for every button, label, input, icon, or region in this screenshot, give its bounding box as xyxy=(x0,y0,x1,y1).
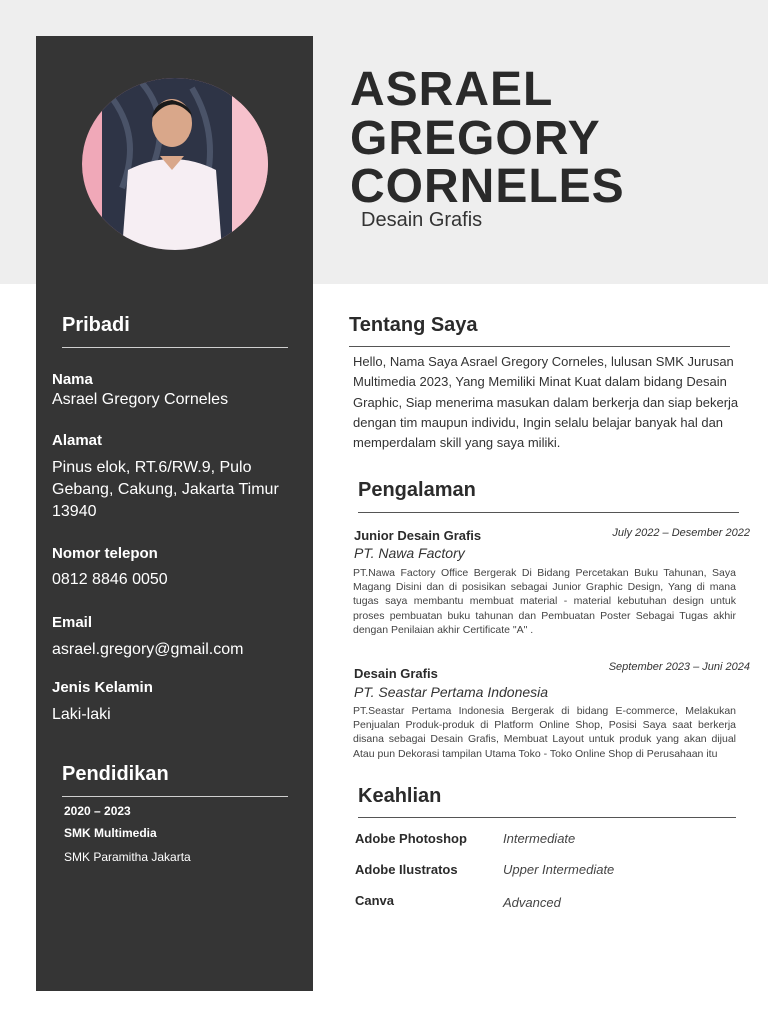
skill-level: Upper Intermediate xyxy=(503,862,615,877)
skill-name: Adobe Photoshop xyxy=(355,831,467,846)
skill-level: Advanced xyxy=(503,895,561,910)
email-value: asrael.gregory@gmail.com xyxy=(52,641,244,658)
skill-name: Canva xyxy=(355,893,395,908)
education-major: SMK Multimedia xyxy=(64,826,157,840)
job-company: PT. Seastar Pertama Indonesia xyxy=(354,684,549,700)
job-title: Junior Desain Grafis xyxy=(354,528,482,543)
address-value: Pinus elok, RT.6/RW.9, Pulo Gebang, Cakung, Jakarta Timur 13940 xyxy=(52,459,279,520)
pribadi-divider xyxy=(62,347,288,348)
job-title: Desain Grafis xyxy=(354,666,438,681)
name-line-1: ASRAEL xyxy=(350,63,554,116)
job-description: PT.Nawa Factory Office Bergerak Di Bidang Percetakan Buku Tahunan, Saya Magang Disini dan di posisikan sebagai Junior Graphic Design, Yang di mana tugas saya membantu membuat material - material kebutuhan design untuk proses pembuatan buku tahunan dan Pembuatan Poster Sebagai Tugas akhir dengan Penilaian akhir Certificate "A" . xyxy=(353,567,736,636)
gender-value: Laki-laki xyxy=(52,706,111,723)
job-company: PT. Nawa Factory xyxy=(354,545,465,561)
name-line-2: GREGORY xyxy=(350,112,601,165)
name-value: Asrael Gregory Corneles xyxy=(52,391,229,408)
skill-level: Intermediate xyxy=(503,831,576,846)
about-heading: Tentang Saya xyxy=(349,314,478,336)
job-description: PT.Seastar Pertama Indonesia Bergerak di bidang E-commerce, Melakukan Penjualan Produk-produk di Platform Online Shop, Posisi Saya saat berkerja disana sebagai Desain Grafis, Membuat Layout untuk produk yang akan dijual Atau pun Dekorasi tampilan Utama Toko - Toko Online Shop di Perusahaan itu xyxy=(353,705,736,760)
education-years: 2020 – 2023 xyxy=(64,804,131,818)
job-subtitle: Desain Grafis xyxy=(361,209,483,231)
about-divider xyxy=(349,346,730,347)
skills-divider xyxy=(358,817,736,818)
education-school: SMK Paramitha Jakarta xyxy=(64,850,191,864)
pendidikan-divider xyxy=(62,796,288,797)
job-date: September 2023 – Juni 2024 xyxy=(608,661,750,673)
about-text: Hello, Nama Saya Asrael Gregory Corneles, lulusan SMK Jurusan Multimedia 2023, Yang Memiliki Minat Kuat dalam bidang Desain Graphic, Siap menerima masukan dalam berkerja dan siap bekerja dengan tim maupun individu, Ingin selalu belajar banyak hal dan memperdalam skill yang saya miliki. xyxy=(353,354,739,451)
skill-name: Adobe Ilustratos xyxy=(355,862,458,877)
job-date: July 2022 – Desember 2022 xyxy=(612,527,750,539)
name-line-3: CORNELES xyxy=(350,160,625,213)
pendidikan-heading: Pendidikan xyxy=(62,763,169,785)
profile-photo xyxy=(82,78,268,250)
experience-divider xyxy=(358,512,739,513)
address-label: Alamat xyxy=(52,432,103,449)
name-label: Nama xyxy=(52,371,93,388)
experience-heading: Pengalaman xyxy=(358,479,476,501)
skills-heading: Keahlian xyxy=(358,785,442,807)
phone-label: Nomor telepon xyxy=(52,545,158,562)
pribadi-heading: Pribadi xyxy=(62,314,130,336)
email-label: Email xyxy=(52,614,93,631)
sidebar xyxy=(36,36,313,991)
gender-label: Jenis Kelamin xyxy=(52,679,153,696)
phone-value: 0812 8846 0050 xyxy=(52,571,168,588)
